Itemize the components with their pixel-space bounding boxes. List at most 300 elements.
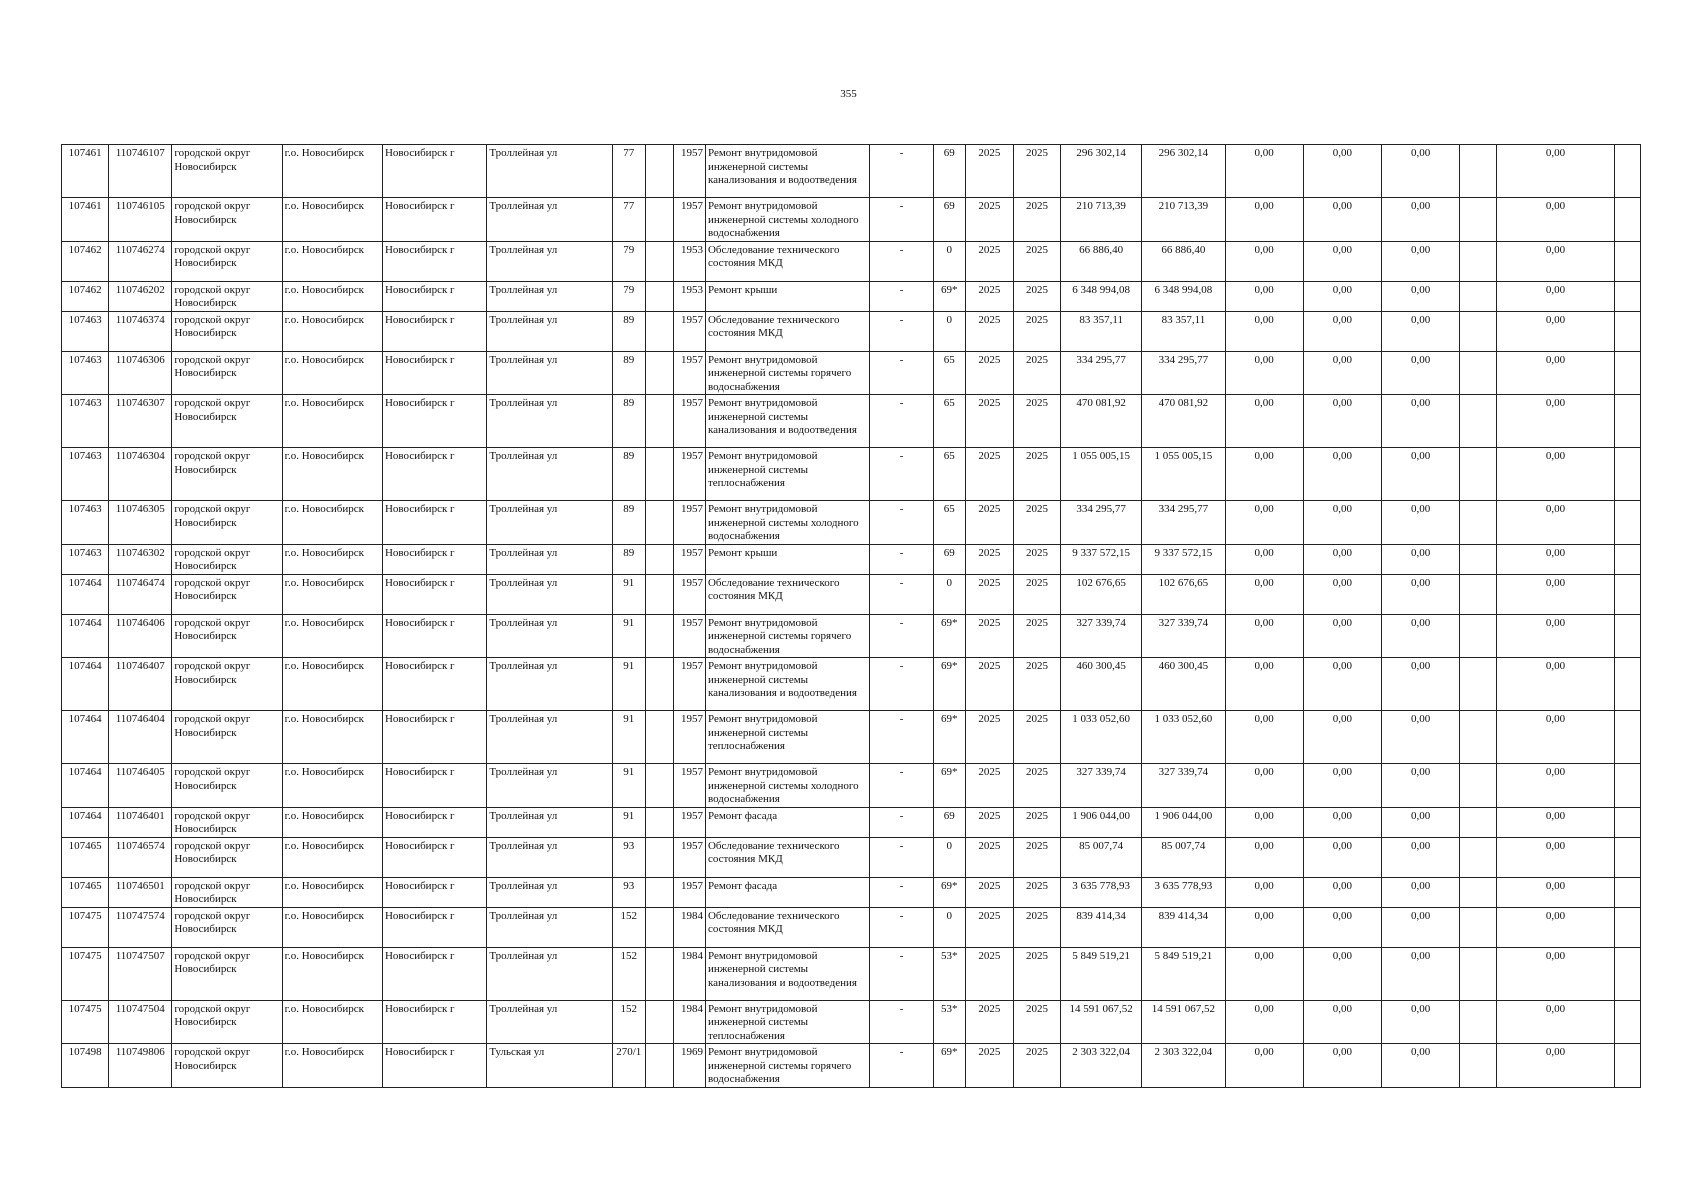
house-number-cell: 89 [612, 544, 645, 574]
total-cost-cell: 1 055 005,15 [1061, 448, 1142, 501]
budget-cost-cell: 327 339,74 [1142, 614, 1225, 658]
wear-percent-cell: 0 [933, 574, 965, 614]
table-row [62, 241, 1641, 281]
table-row [62, 711, 1641, 764]
build-year-cell: 1957 [673, 574, 705, 614]
empty-cell [1614, 241, 1640, 281]
owner-funds-cell: 0,00 [1497, 1000, 1614, 1044]
dash-cell: - [870, 311, 933, 351]
plan-end-year-cell: 2025 [1013, 877, 1060, 907]
district-cell: городской округ Новосибирск [172, 877, 282, 907]
table-row [62, 574, 1641, 614]
plan-start-year-cell: 2025 [965, 877, 1013, 907]
empty-cell [1460, 711, 1497, 764]
dash-cell: - [870, 947, 933, 1000]
street-cell: Троллейная ул [487, 448, 612, 501]
plan-end-year-cell: 2025 [1013, 241, 1060, 281]
owner-funds-cell: 0,00 [1497, 241, 1614, 281]
budget-cost-cell: 6 348 994,08 [1142, 281, 1225, 311]
owner-funds-cell: 0,00 [1497, 198, 1614, 242]
build-year-cell: 1957 [673, 198, 705, 242]
total-cost-cell: 102 676,65 [1061, 574, 1142, 614]
block-cell [645, 614, 673, 658]
wear-percent-cell: 69 [933, 807, 965, 837]
local-funds-cell: 0,00 [1382, 877, 1460, 907]
owner-funds-cell: 0,00 [1497, 907, 1614, 947]
regional-funds-cell: 0,00 [1303, 614, 1381, 658]
build-year-cell: 1957 [673, 764, 705, 808]
block-cell [645, 311, 673, 351]
empty-cell [1460, 351, 1497, 395]
block-cell [645, 1000, 673, 1044]
regional-funds-cell: 0,00 [1303, 711, 1381, 764]
street-cell: Троллейная ул [487, 764, 612, 808]
dash-cell: - [870, 145, 933, 198]
plan-end-year-cell: 2025 [1013, 311, 1060, 351]
locality-cell: Новосибирск г [382, 877, 486, 907]
table-row [62, 198, 1641, 242]
street-cell: Троллейная ул [487, 574, 612, 614]
municipality-cell: г.о. Новосибирск [282, 1000, 382, 1044]
object-id-cell: 107463 [62, 351, 109, 395]
local-funds-cell: 0,00 [1382, 658, 1460, 711]
district-cell: городской округ Новосибирск [172, 198, 282, 242]
budget-cost-cell: 210 713,39 [1142, 198, 1225, 242]
budget-cost-cell: 1 055 005,15 [1142, 448, 1225, 501]
work-type-cell: Обследование технического состояния МКД [705, 241, 870, 281]
federal-funds-cell: 0,00 [1225, 544, 1303, 574]
work-code-cell: 110746202 [109, 281, 172, 311]
total-cost-cell: 1 906 044,00 [1061, 807, 1142, 837]
work-type-cell: Ремонт внутридомовой инженерной системы канализования и водоотведения [705, 145, 870, 198]
dash-cell: - [870, 395, 933, 448]
object-id-cell: 107463 [62, 544, 109, 574]
plan-start-year-cell: 2025 [965, 764, 1013, 808]
block-cell [645, 658, 673, 711]
build-year-cell: 1957 [673, 544, 705, 574]
street-cell: Троллейная ул [487, 658, 612, 711]
total-cost-cell: 83 357,11 [1061, 311, 1142, 351]
house-number-cell: 79 [612, 281, 645, 311]
owner-funds-cell: 0,00 [1497, 574, 1614, 614]
plan-start-year-cell: 2025 [965, 574, 1013, 614]
work-code-cell: 110746407 [109, 658, 172, 711]
block-cell [645, 907, 673, 947]
local-funds-cell: 0,00 [1382, 395, 1460, 448]
locality-cell: Новосибирск г [382, 544, 486, 574]
owner-funds-cell: 0,00 [1497, 947, 1614, 1000]
municipality-cell: г.о. Новосибирск [282, 711, 382, 764]
dash-cell: - [870, 614, 933, 658]
owner-funds-cell: 0,00 [1497, 311, 1614, 351]
table-row [62, 1044, 1641, 1088]
budget-cost-cell: 296 302,14 [1142, 145, 1225, 198]
local-funds-cell: 0,00 [1382, 351, 1460, 395]
municipality-cell: г.о. Новосибирск [282, 947, 382, 1000]
table-row [62, 145, 1641, 198]
federal-funds-cell: 0,00 [1225, 198, 1303, 242]
municipality-cell: г.о. Новосибирск [282, 614, 382, 658]
empty-cell [1614, 837, 1640, 877]
wear-percent-cell: 69* [933, 877, 965, 907]
empty-cell [1460, 1044, 1497, 1088]
federal-funds-cell: 0,00 [1225, 764, 1303, 808]
plan-start-year-cell: 2025 [965, 947, 1013, 1000]
regional-funds-cell: 0,00 [1303, 198, 1381, 242]
total-cost-cell: 85 007,74 [1061, 837, 1142, 877]
regional-funds-cell: 0,00 [1303, 501, 1381, 545]
block-cell [645, 877, 673, 907]
total-cost-cell: 334 295,77 [1061, 501, 1142, 545]
empty-cell [1460, 614, 1497, 658]
budget-cost-cell: 66 886,40 [1142, 241, 1225, 281]
budget-cost-cell: 102 676,65 [1142, 574, 1225, 614]
capital-repair-table [61, 144, 1641, 1088]
budget-cost-cell: 14 591 067,52 [1142, 1000, 1225, 1044]
district-cell: городской округ Новосибирск [172, 1044, 282, 1088]
house-number-cell: 91 [612, 574, 645, 614]
block-cell [645, 395, 673, 448]
district-cell: городской округ Новосибирск [172, 448, 282, 501]
house-number-cell: 77 [612, 145, 645, 198]
house-number-cell: 152 [612, 1000, 645, 1044]
build-year-cell: 1957 [673, 501, 705, 545]
regional-funds-cell: 0,00 [1303, 764, 1381, 808]
locality-cell: Новосибирск г [382, 614, 486, 658]
empty-cell [1614, 351, 1640, 395]
district-cell: городской округ Новосибирск [172, 501, 282, 545]
owner-funds-cell: 0,00 [1497, 448, 1614, 501]
local-funds-cell: 0,00 [1382, 907, 1460, 947]
plan-end-year-cell: 2025 [1013, 351, 1060, 395]
empty-cell [1460, 448, 1497, 501]
work-code-cell: 110746574 [109, 837, 172, 877]
local-funds-cell: 0,00 [1382, 614, 1460, 658]
work-type-cell: Ремонт внутридомовой инженерной системы канализования и водоотведения [705, 395, 870, 448]
empty-cell [1460, 807, 1497, 837]
municipality-cell: г.о. Новосибирск [282, 311, 382, 351]
locality-cell: Новосибирск г [382, 448, 486, 501]
street-cell: Троллейная ул [487, 907, 612, 947]
block-cell [645, 198, 673, 242]
work-type-cell: Ремонт внутридомовой инженерной системы теплоснабжения [705, 1000, 870, 1044]
locality-cell: Новосибирск г [382, 281, 486, 311]
table-row [62, 807, 1641, 837]
regional-funds-cell: 0,00 [1303, 1000, 1381, 1044]
build-year-cell: 1957 [673, 395, 705, 448]
empty-cell [1614, 198, 1640, 242]
total-cost-cell: 470 081,92 [1061, 395, 1142, 448]
district-cell: городской округ Новосибирск [172, 947, 282, 1000]
local-funds-cell: 0,00 [1382, 711, 1460, 764]
work-type-cell: Ремонт крыши [705, 281, 870, 311]
district-cell: городской округ Новосибирск [172, 145, 282, 198]
object-id-cell: 107464 [62, 574, 109, 614]
empty-cell [1614, 764, 1640, 808]
total-cost-cell: 296 302,14 [1061, 145, 1142, 198]
federal-funds-cell: 0,00 [1225, 281, 1303, 311]
local-funds-cell: 0,00 [1382, 1044, 1460, 1088]
district-cell: городской округ Новосибирск [172, 241, 282, 281]
plan-start-year-cell: 2025 [965, 614, 1013, 658]
house-number-cell: 152 [612, 947, 645, 1000]
build-year-cell: 1953 [673, 281, 705, 311]
work-code-cell: 110746302 [109, 544, 172, 574]
wear-percent-cell: 0 [933, 241, 965, 281]
owner-funds-cell: 0,00 [1497, 658, 1614, 711]
build-year-cell: 1984 [673, 947, 705, 1000]
work-type-cell: Ремонт внутридомовой инженерной системы канализования и водоотведения [705, 658, 870, 711]
plan-end-year-cell: 2025 [1013, 907, 1060, 947]
total-cost-cell: 210 713,39 [1061, 198, 1142, 242]
empty-cell [1614, 658, 1640, 711]
district-cell: городской округ Новосибирск [172, 395, 282, 448]
empty-cell [1614, 544, 1640, 574]
empty-cell [1614, 614, 1640, 658]
plan-start-year-cell: 2025 [965, 241, 1013, 281]
empty-cell [1460, 311, 1497, 351]
wear-percent-cell: 65 [933, 501, 965, 545]
regional-funds-cell: 0,00 [1303, 351, 1381, 395]
build-year-cell: 1953 [673, 241, 705, 281]
work-code-cell: 110747574 [109, 907, 172, 947]
plan-end-year-cell: 2025 [1013, 395, 1060, 448]
work-code-cell: 110746305 [109, 501, 172, 545]
block-cell [645, 574, 673, 614]
owner-funds-cell: 0,00 [1497, 351, 1614, 395]
municipality-cell: г.о. Новосибирск [282, 658, 382, 711]
object-id-cell: 107461 [62, 145, 109, 198]
owner-funds-cell: 0,00 [1497, 395, 1614, 448]
work-code-cell: 110746374 [109, 311, 172, 351]
object-id-cell: 107475 [62, 907, 109, 947]
dash-cell: - [870, 198, 933, 242]
dash-cell: - [870, 1000, 933, 1044]
budget-cost-cell: 839 414,34 [1142, 907, 1225, 947]
federal-funds-cell: 0,00 [1225, 907, 1303, 947]
local-funds-cell: 0,00 [1382, 807, 1460, 837]
dash-cell: - [870, 351, 933, 395]
house-number-cell: 93 [612, 877, 645, 907]
street-cell: Троллейная ул [487, 241, 612, 281]
plan-end-year-cell: 2025 [1013, 198, 1060, 242]
regional-funds-cell: 0,00 [1303, 448, 1381, 501]
empty-cell [1614, 395, 1640, 448]
street-cell: Троллейная ул [487, 198, 612, 242]
build-year-cell: 1957 [673, 614, 705, 658]
dash-cell: - [870, 877, 933, 907]
district-cell: городской округ Новосибирск [172, 574, 282, 614]
wear-percent-cell: 0 [933, 837, 965, 877]
work-type-cell: Ремонт внутридомовой инженерной системы теплоснабжения [705, 448, 870, 501]
empty-cell [1460, 198, 1497, 242]
house-number-cell: 91 [612, 658, 645, 711]
table-row [62, 501, 1641, 545]
wear-percent-cell: 69* [933, 764, 965, 808]
plan-start-year-cell: 2025 [965, 281, 1013, 311]
dash-cell: - [870, 711, 933, 764]
regional-funds-cell: 0,00 [1303, 395, 1381, 448]
plan-end-year-cell: 2025 [1013, 658, 1060, 711]
street-cell: Троллейная ул [487, 544, 612, 574]
total-cost-cell: 9 337 572,15 [1061, 544, 1142, 574]
local-funds-cell: 0,00 [1382, 501, 1460, 545]
budget-cost-cell: 85 007,74 [1142, 837, 1225, 877]
regional-funds-cell: 0,00 [1303, 907, 1381, 947]
locality-cell: Новосибирск г [382, 907, 486, 947]
plan-end-year-cell: 2025 [1013, 1000, 1060, 1044]
table-row [62, 448, 1641, 501]
federal-funds-cell: 0,00 [1225, 807, 1303, 837]
table-row [62, 614, 1641, 658]
empty-cell [1614, 1000, 1640, 1044]
district-cell: городской округ Новосибирск [172, 614, 282, 658]
street-cell: Троллейная ул [487, 501, 612, 545]
table-row [62, 877, 1641, 907]
work-code-cell: 110746404 [109, 711, 172, 764]
plan-start-year-cell: 2025 [965, 198, 1013, 242]
build-year-cell: 1984 [673, 907, 705, 947]
regional-funds-cell: 0,00 [1303, 947, 1381, 1000]
work-code-cell: 110747504 [109, 1000, 172, 1044]
total-cost-cell: 1 033 052,60 [1061, 711, 1142, 764]
object-id-cell: 107465 [62, 877, 109, 907]
object-id-cell: 107464 [62, 807, 109, 837]
house-number-cell: 91 [612, 711, 645, 764]
district-cell: городской округ Новосибирск [172, 311, 282, 351]
plan-end-year-cell: 2025 [1013, 501, 1060, 545]
build-year-cell: 1969 [673, 1044, 705, 1088]
district-cell: городской округ Новосибирск [172, 658, 282, 711]
block-cell [645, 145, 673, 198]
work-code-cell: 110746307 [109, 395, 172, 448]
empty-cell [1460, 501, 1497, 545]
municipality-cell: г.о. Новосибирск [282, 198, 382, 242]
locality-cell: Новосибирск г [382, 145, 486, 198]
empty-cell [1460, 764, 1497, 808]
regional-funds-cell: 0,00 [1303, 807, 1381, 837]
wear-percent-cell: 69* [933, 1044, 965, 1088]
budget-cost-cell: 327 339,74 [1142, 764, 1225, 808]
page-number: 355 [840, 88, 857, 100]
district-cell: городской округ Новосибирск [172, 1000, 282, 1044]
empty-cell [1614, 448, 1640, 501]
owner-funds-cell: 0,00 [1497, 501, 1614, 545]
district-cell: городской округ Новосибирск [172, 544, 282, 574]
plan-end-year-cell: 2025 [1013, 1044, 1060, 1088]
federal-funds-cell: 0,00 [1225, 1044, 1303, 1088]
empty-cell [1614, 1044, 1640, 1088]
wear-percent-cell: 53* [933, 1000, 965, 1044]
build-year-cell: 1957 [673, 877, 705, 907]
work-type-cell: Обследование технического состояния МКД [705, 907, 870, 947]
block-cell [645, 711, 673, 764]
total-cost-cell: 66 886,40 [1061, 241, 1142, 281]
wear-percent-cell: 69* [933, 281, 965, 311]
block-cell [645, 241, 673, 281]
empty-cell [1614, 877, 1640, 907]
work-type-cell: Ремонт фасада [705, 807, 870, 837]
empty-cell [1460, 877, 1497, 907]
block-cell [645, 837, 673, 877]
work-type-cell: Обследование технического состояния МКД [705, 311, 870, 351]
local-funds-cell: 0,00 [1382, 837, 1460, 877]
plan-end-year-cell: 2025 [1013, 837, 1060, 877]
plan-end-year-cell: 2025 [1013, 947, 1060, 1000]
work-code-cell: 110746405 [109, 764, 172, 808]
house-number-cell: 89 [612, 395, 645, 448]
municipality-cell: г.о. Новосибирск [282, 544, 382, 574]
block-cell [645, 544, 673, 574]
municipality-cell: г.о. Новосибирск [282, 837, 382, 877]
wear-percent-cell: 65 [933, 395, 965, 448]
plan-end-year-cell: 2025 [1013, 281, 1060, 311]
owner-funds-cell: 0,00 [1497, 807, 1614, 837]
table-row [62, 764, 1641, 808]
table-row [62, 907, 1641, 947]
build-year-cell: 1957 [673, 807, 705, 837]
block-cell [645, 351, 673, 395]
house-number-cell: 89 [612, 311, 645, 351]
empty-cell [1614, 574, 1640, 614]
wear-percent-cell: 69* [933, 658, 965, 711]
street-cell: Троллейная ул [487, 395, 612, 448]
plan-end-year-cell: 2025 [1013, 145, 1060, 198]
empty-cell [1614, 501, 1640, 545]
locality-cell: Новосибирск г [382, 807, 486, 837]
dash-cell: - [870, 837, 933, 877]
local-funds-cell: 0,00 [1382, 448, 1460, 501]
locality-cell: Новосибирск г [382, 501, 486, 545]
locality-cell: Новосибирск г [382, 658, 486, 711]
table-row [62, 947, 1641, 1000]
regional-funds-cell: 0,00 [1303, 837, 1381, 877]
municipality-cell: г.о. Новосибирск [282, 448, 382, 501]
locality-cell: Новосибирск г [382, 711, 486, 764]
total-cost-cell: 327 339,74 [1061, 764, 1142, 808]
plan-start-year-cell: 2025 [965, 1000, 1013, 1044]
block-cell [645, 501, 673, 545]
total-cost-cell: 334 295,77 [1061, 351, 1142, 395]
block-cell [645, 1044, 673, 1088]
wear-percent-cell: 0 [933, 907, 965, 947]
local-funds-cell: 0,00 [1382, 311, 1460, 351]
street-cell: Троллейная ул [487, 351, 612, 395]
municipality-cell: г.о. Новосибирск [282, 807, 382, 837]
locality-cell: Новосибирск г [382, 574, 486, 614]
locality-cell: Новосибирск г [382, 198, 486, 242]
budget-cost-cell: 3 635 778,93 [1142, 877, 1225, 907]
budget-cost-cell: 2 303 322,04 [1142, 1044, 1225, 1088]
local-funds-cell: 0,00 [1382, 198, 1460, 242]
plan-end-year-cell: 2025 [1013, 807, 1060, 837]
regional-funds-cell: 0,00 [1303, 281, 1381, 311]
dash-cell: - [870, 241, 933, 281]
dash-cell: - [870, 764, 933, 808]
house-number-cell: 93 [612, 837, 645, 877]
plan-start-year-cell: 2025 [965, 711, 1013, 764]
budget-cost-cell: 83 357,11 [1142, 311, 1225, 351]
federal-funds-cell: 0,00 [1225, 1000, 1303, 1044]
federal-funds-cell: 0,00 [1225, 395, 1303, 448]
federal-funds-cell: 0,00 [1225, 947, 1303, 1000]
district-cell: городской округ Новосибирск [172, 807, 282, 837]
empty-cell [1460, 544, 1497, 574]
federal-funds-cell: 0,00 [1225, 711, 1303, 764]
work-type-cell: Ремонт внутридомовой инженерной системы холодного водоснабжения [705, 501, 870, 545]
budget-cost-cell: 334 295,77 [1142, 351, 1225, 395]
object-id-cell: 107463 [62, 501, 109, 545]
